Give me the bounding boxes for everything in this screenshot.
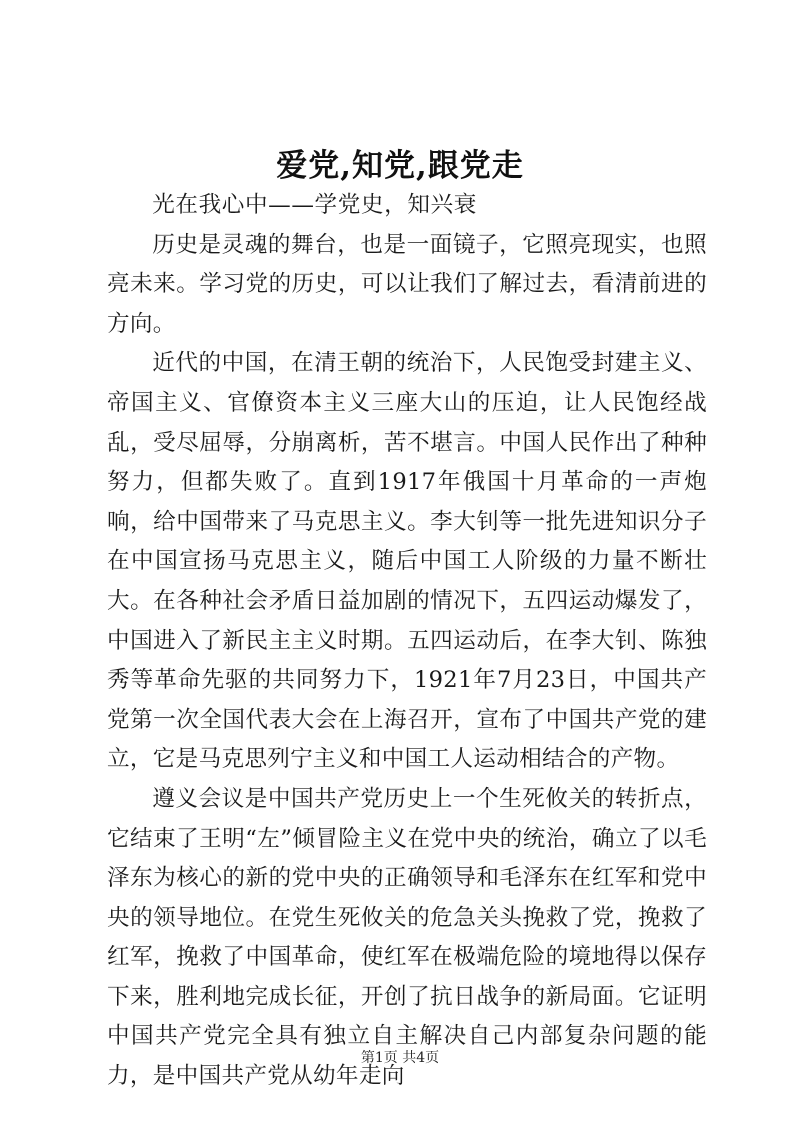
history-paragraph: 近代的中国，在清王朝的统治下，人民饱受封建主义、帝国主义、官僚资本主义三座大山的压迫，让人民饱经战乱，受尽屈辱，分崩离析，苦不堪言。中国人民作出了种种努力，但都失败了。直到1917年俄国十月革命的一声炮响，给中国带来了马克思主义。李大钊等一批先进知识分子在中国宣扬马克思主义，随后中国工人阶级的力量不断壮大。在各种社会矛盾日益加剧的情况下，五四运动爆发了，中国进入了新民主主义时期。五四运动后，在李大钊、陈独秀等革命先驱的共同努力下，1921年7月23日，中国共产党第一次全国代表大会在上海召开，宣布了中国共产党的建立，它是马克思列宁主义和中国工人运动相结合的产物。 [107, 350, 707, 773]
intro-paragraph: 历史是灵魂的舞台，也是一面镜子，它照亮现实，也照亮未来。学习党的历史，可以让我们了解过去，看清前进的方向。 [107, 231, 707, 337]
subtitle-paragraph: 光在我心中——学党史，知兴衰 [152, 192, 477, 218]
page-number-footer: 第1页 共4页 [360, 1050, 440, 1066]
document-body [107, 186, 707, 1097]
zunyi-paragraph: 遵义会议是中国共产党历史上一个生死攸关的转折点，它结束了王明“左”倾冒险主义在党中央的统治，确立了以毛泽东为核心的新的党中央的正确领导和毛泽东在红军和党中央的领导地位。在党生死攸关的危急关头挽救了党，挽救了红军，挽救了中国革命，使红军在极端危险的境地得以保存下来，胜利地完成长征，开创了抗日战争的新局面。它证明中国共产党完全具有独立自主解决自己内部复杂问题的能力，是中国共产党从幼年走向 [107, 785, 707, 1090]
document-title: 爱党,知党,跟党走 [276, 148, 524, 184]
